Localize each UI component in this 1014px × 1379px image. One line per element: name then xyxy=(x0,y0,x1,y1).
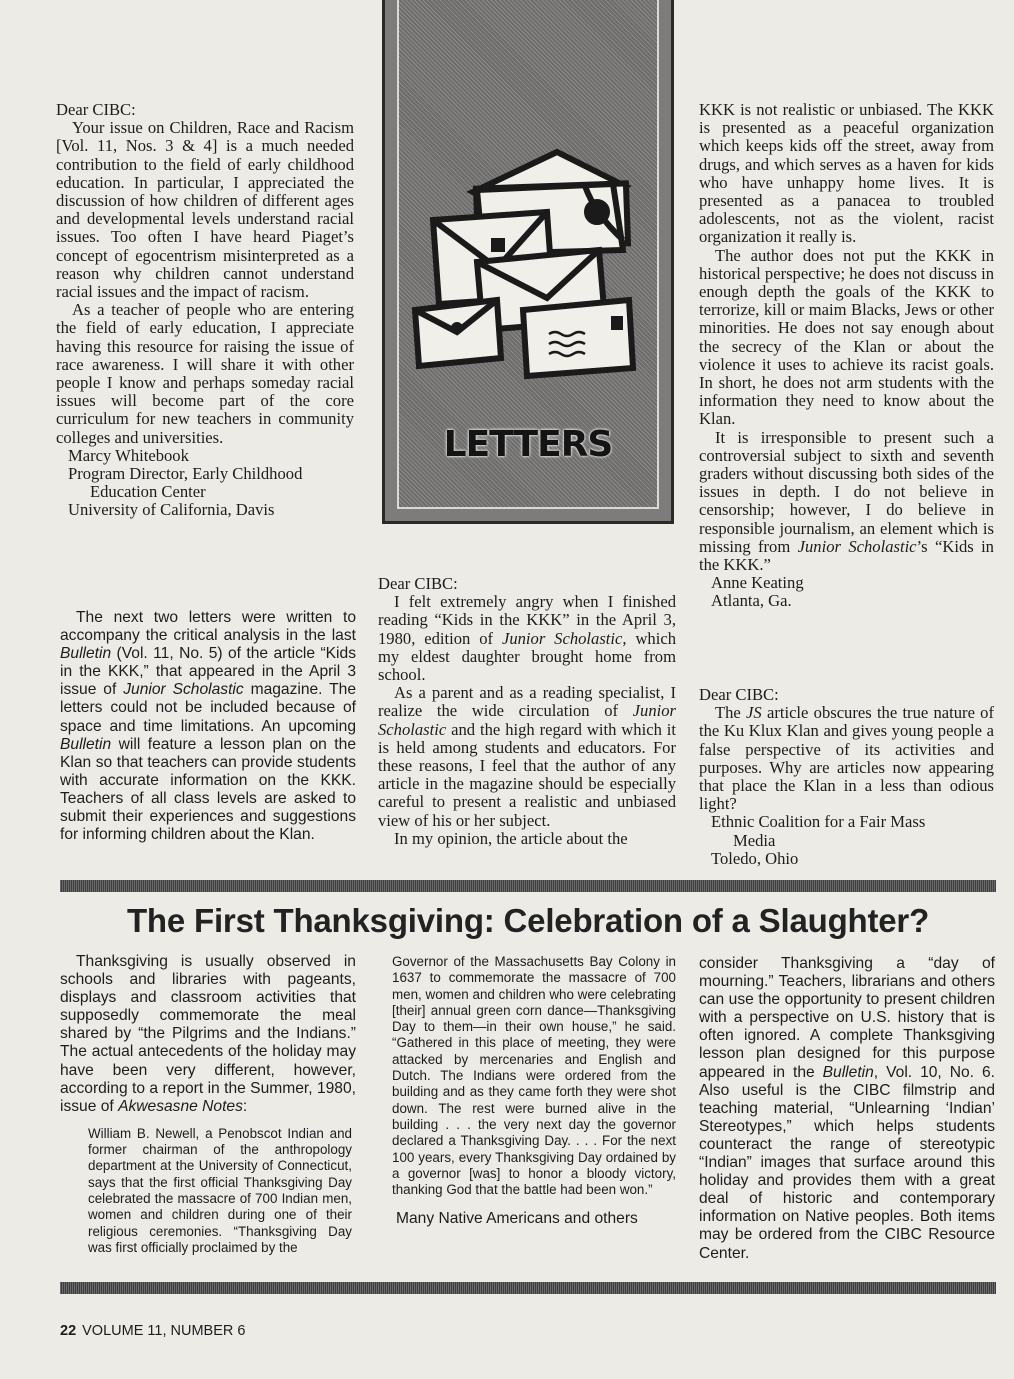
letter-3-signer-org: Ethnic Coalition for a Fair Mass xyxy=(711,812,926,832)
letter-1-signer-title: Program Director, Early Childhood xyxy=(68,464,303,484)
page-footer xyxy=(60,1323,245,1339)
letter-1-signer-name: Marcy Whitebook xyxy=(68,445,189,465)
bulletin-ref-2: Bulletin xyxy=(60,735,112,753)
letter-1-paragraph-1: Your issue on Children, Race and Racism [Vol. 11, Nos. 3 & 4] is a much needed contribution to the field of early childhood education. In particular, I appreciated the discussion of how children of different ages and developmental levels understand racial issues. Too often I have heard Piaget’s concept of egocentrism misinterpreted as a reason why children cannot understand racial issues and the impact of racism. xyxy=(56,118,354,302)
envelopes-icon xyxy=(385,0,677,420)
article-column-3: consider Thanksgiving a “day of mourning.” Teachers, librarians and others can use the opportunity to present children with a perspective on U.S. history that is often ignored. A complete Thanksgiving lesson plan designed for this purpose appeared in the Bulletin, Vol. 10, No. 6. Also useful is the CIBC filmstrip and teaching material, “Unlearning ‘Indian’ Stereotypes,” which helps students counteract the range of stereotypic “Indian” images that surface around this holiday and provides them with a great deal of historic and contemporary information on Native peoples. Both items may be ordered from the CIBC Resource Center. xyxy=(699,955,995,1262)
letter-2-signer-place: Atlanta, Ga. xyxy=(711,591,792,611)
divider-rule-top xyxy=(60,880,996,892)
letter-2-paragraph-2: As a parent and as a reading specialist, I realize the wide circulation of Junior Scholastic and the high regard with which it is held among students and educators. For these reasons, I feel that the author of any article in the magazine should be especially careful to present a realistic and unbiased view of his or her subject. xyxy=(378,683,676,830)
article-column-2 xyxy=(392,954,676,1229)
letter-2-cont-paragraph-2: The author does not put the KKK in historical perspective; he does not discuss in enough depth the goals of the KKK to terrorize, kill or maim Blacks, Jews or other minorities. He does not say enough about the secrecy of the Klan or about the violence it uses to achieve its racist goals. In short, he does not arm students with the information they need to know about the Klan. xyxy=(699,245,994,429)
letter-1 xyxy=(56,101,354,520)
bulletin-ref-3: Bulletin xyxy=(822,1063,874,1081)
letter-1-signer-title-cont: Education Center xyxy=(90,482,206,502)
bulletin-ref: Bulletin xyxy=(60,645,112,663)
letter-2-cont-paragraph-3: It is irresponsible to present such a controversial subject to sixth and seventh graders without discussing both sides of the issues in depth. I do not believe in censorship; however, I do believe in responsible journalism, an element which is missing from Junior Scholastic’s “Kids in the KKK.” xyxy=(699,427,994,575)
letters-graphic xyxy=(382,0,674,524)
article-intro: Thanksgiving is usually observed in schools and libraries with pageants, displays and classroom activities that supposedly commemorate the meal shared by “the Pilgrims and the Indians.” The actual antecedents of the holiday may have been very different, however, according to a report in the Summer, 1980, issue of Akwesasne Notes: xyxy=(60,953,356,1115)
letters-label: LETTERS xyxy=(443,424,613,465)
letter-3-paragraph-1: The JS article obscures the true nature of the Ku Klux Klan and gives young people a false perspective of its activities and purposes. Why are articles now appearing that place the Klan in a less than odious light? xyxy=(699,703,994,814)
article-continuation: Many Native Americans and others xyxy=(396,1210,638,1228)
letter-2-continued xyxy=(699,101,994,611)
letter-3-salutation: Dear CIBC: xyxy=(699,685,779,704)
magazine-ref: Junior Scholastic xyxy=(123,681,244,699)
divider-rule-bottom xyxy=(60,1282,996,1294)
letter-2 xyxy=(378,575,676,848)
letter-2-salutation: Dear CIBC: xyxy=(378,574,458,593)
letter-2-paragraph-1: I felt extremely angry when I finished reading “Kids in the KKK” in the April 3, 1980, edition of Junior Scholastic, which my eldest daughter brought home from school. xyxy=(378,592,677,685)
letter-1-salutation: Dear CIBC: xyxy=(56,100,136,119)
article-column-1 xyxy=(60,953,356,1256)
letter-3-signer-org-cont: Media xyxy=(733,830,776,850)
page-number: 22 xyxy=(60,1323,77,1339)
article-quote-part-2: Governor of the Massachusetts Bay Colony in 1637 to commemorate the massacre of 700 men, women and children who were celebrating [their] annual green corn dance—Thanksgiving Day to them—in their own house,” he said. “Gathered in this place of meeting, they were attacked by mercenaries and English and Dutch. The Indians were ordered from the building and as they came forth they were shot down. The rest were burned alive in the building . . . the very next day the governor declared a Thanksgiving Day. . . . For the next 100 years, every Thanksgiving Day ordained by a governor [was] to honor a bloody victory, thanking God that the battle had been won.” xyxy=(392,954,676,1198)
letter-1-paragraph-2: As a teacher of people who are entering the field of early education, I appreciate having this resource for raising the issue of race awareness. I will share it with other people I know and perhaps someday racial issues will become part of the core curriculum for new teachers in community colleges and universities. xyxy=(56,300,354,447)
article-headline: The First Thanksgiving: Celebration of a Slaughter? xyxy=(126,902,930,939)
letter-3 xyxy=(699,686,994,868)
article-quote-part-1: William B. Newell, a Penobscot Indian and former chairman of the anthropology department at the University of Connecticut, says that the first official Thanksgiving Day celebrated the massacre of 700 Indian men, women and children during one of their religious ceremonies. “Thanksgiving Day was first officially proclaimed by the xyxy=(88,1125,352,1255)
letter-2-signer-name: Anne Keating xyxy=(711,573,804,593)
letter-1-affiliation: University of California, Davis xyxy=(68,500,275,520)
volume-info: VOLUME 11, NUMBER 6 xyxy=(82,1323,246,1339)
letter-2-paragraph-3: In my opinion, the article about the xyxy=(394,828,628,848)
editor-note: The next two letters were written to accompany the critical analysis in the last Bulletin (Vol. 11, No. 5) of the article “Kids in the KKK,” that appeared in the April 3 issue of Junior Scholastic magazine. The letters could not be included because of space and time limitations. An upcoming Bulletin will feature a lesson plan on the Klan so that teachers can provide students with accurate information on the KKK. Teachers of all class levels are asked to submit their experiences and suggestions for informing children about the Klan. xyxy=(60,609,357,844)
letter-2-cont-paragraph-1: KKK is not realistic or unbiased. The KKK is presented as a peaceful organization which keeps kids off the street, away from drugs, and which serves as a haven for kids who have unhappy home lives. It is presented as a panacea to troubled adolescents, not as the violent, racist organization it really is. xyxy=(699,100,994,247)
letter-3-signer-place: Toledo, Ohio xyxy=(711,848,799,868)
